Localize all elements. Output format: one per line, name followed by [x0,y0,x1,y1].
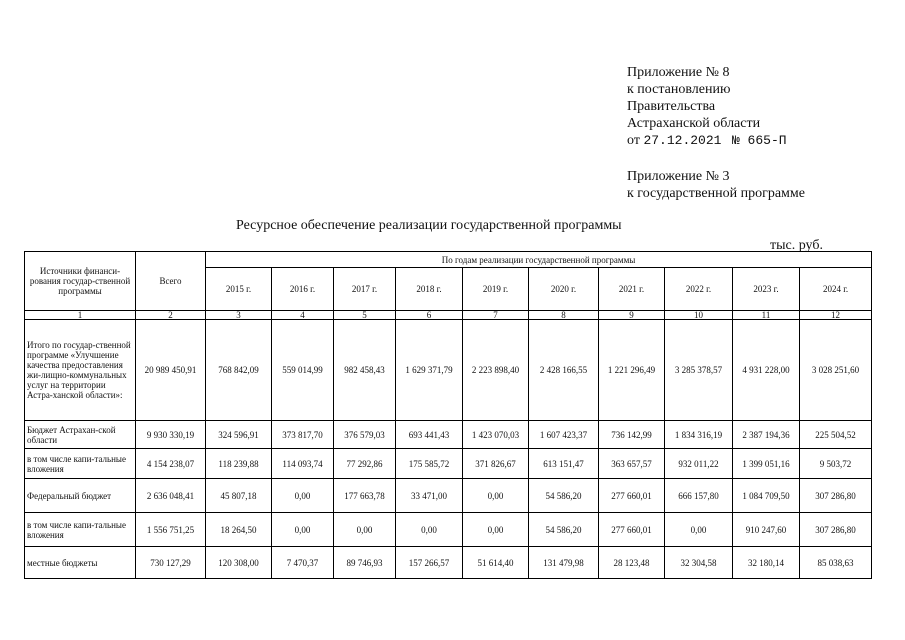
resource-table [24,251,872,579]
row-year-value: 18 264,50 [206,513,272,547]
row-year-value: 1 084 709,50 [733,479,800,513]
row-year-value: 613 151,47 [529,449,599,479]
row-year-value: 120 308,00 [206,547,272,579]
row-year-value: 736 142,99 [599,421,665,449]
row-year-value: 7 470,37 [272,547,334,579]
row-year-value: 371 826,67 [463,449,529,479]
column-number: 6 [396,311,463,320]
row-year-value: 9 503,72 [800,449,872,479]
row-year-value: 4 931 228,00 [733,320,800,421]
row-year-value: 32 304,58 [665,547,733,579]
row-year-value: 32 180,14 [733,547,800,579]
row-year-value: 118 239,88 [206,449,272,479]
row-year-value: 85 038,63 [800,547,872,579]
appendix-8-line-4: Астраханской области [627,116,761,131]
column-number: 9 [599,311,665,320]
row-total: 20 989 450,91 [136,320,206,421]
header-year: 2019 г. [463,268,529,311]
header-year: 2024 г. [800,268,872,311]
table-row [25,421,872,449]
row-year-value: 157 266,57 [396,547,463,579]
row-year-value: 1 834 316,19 [665,421,733,449]
row-year-value: 559 014,99 [272,320,334,421]
row-year-value: 28 123,48 [599,547,665,579]
decree-date: 27.12.2021 [643,133,722,148]
row-label: Федеральный бюджет [25,479,136,513]
row-year-value: 932 011,22 [665,449,733,479]
appendix-8-line-2: к постановлению [627,82,731,97]
header-total: Всего [136,252,206,311]
row-year-value: 307 286,80 [800,479,872,513]
row-year-value: 0,00 [272,513,334,547]
row-year-value: 982 458,43 [334,320,396,421]
appendix-3-line-2: к государственной программе [627,186,805,201]
header-source: Источники финанси-рования государ-ственной программы [25,252,136,311]
column-number: 8 [529,311,599,320]
header-years-group: По годам реализации государственной программы [206,252,872,268]
row-year-value: 2 223 898,40 [463,320,529,421]
column-number: 2 [136,311,206,320]
row-label: местные бюджеты [25,547,136,579]
row-year-value: 54 586,20 [529,479,599,513]
row-total: 4 154 238,07 [136,449,206,479]
column-number: 1 [25,311,136,320]
row-total: 2 636 048,41 [136,479,206,513]
table-row [25,513,872,547]
row-year-value: 277 660,01 [599,513,665,547]
row-year-value: 666 157,80 [665,479,733,513]
header-year: 2023 г. [733,268,800,311]
row-year-value: 175 585,72 [396,449,463,479]
row-year-value: 0,00 [272,479,334,513]
row-year-value: 768 842,09 [206,320,272,421]
row-year-value: 177 663,78 [334,479,396,513]
row-year-value: 114 093,74 [272,449,334,479]
header-year: 2017 г. [334,268,396,311]
row-total: 1 556 751,25 [136,513,206,547]
row-year-value: 33 471,00 [396,479,463,513]
row-label: Итого по государ-ственной программе «Улучшение качества предоставления жи-лищно-коммунальных услуг на территории Астра-ханской области»: [25,320,136,421]
column-numbers-row [25,311,872,320]
row-year-value: 0,00 [463,479,529,513]
column-number: 10 [665,311,733,320]
table-row [25,547,872,579]
row-year-value: 373 817,70 [272,421,334,449]
row-year-value: 693 441,43 [396,421,463,449]
document-title: Ресурсное обеспечение реализации государственной программы [236,218,622,233]
row-year-value: 2 387 194,36 [733,421,800,449]
row-label: в том числе капи-тальные вложения [25,449,136,479]
date-prefix: от [627,133,640,148]
appendix-3-title: Приложение № 3 [627,169,730,184]
row-year-value: 0,00 [334,513,396,547]
appendix-8-line-3: Правительства [627,99,716,114]
header-year: 2022 г. [665,268,733,311]
row-year-value: 0,00 [665,513,733,547]
row-year-value: 1 399 051,16 [733,449,800,479]
row-year-value: 363 657,57 [599,449,665,479]
header-year: 2015 г. [206,268,272,311]
units-label: тыс. руб. [770,238,823,253]
table-row [25,449,872,479]
table-row [25,320,872,421]
row-year-value: 277 660,01 [599,479,665,513]
header-year: 2018 г. [396,268,463,311]
row-year-value: 131 479,98 [529,547,599,579]
header-year: 2021 г. [599,268,665,311]
row-year-value: 54 586,20 [529,513,599,547]
column-number: 7 [463,311,529,320]
row-year-value: 1 607 423,37 [529,421,599,449]
row-year-value: 3 285 378,57 [665,320,733,421]
appendix-8-block [627,64,787,149]
header-year: 2016 г. [272,268,334,311]
row-year-value: 0,00 [396,513,463,547]
row-year-value: 376 579,03 [334,421,396,449]
row-year-value: 3 028 251,60 [800,320,872,421]
row-year-value: 324 596,91 [206,421,272,449]
row-year-value: 89 746,93 [334,547,396,579]
table-row [25,479,872,513]
decree-number: № 665-П [731,133,787,148]
column-number: 11 [733,311,800,320]
appendix-8-date-line [627,132,787,149]
row-year-value: 910 247,60 [733,513,800,547]
appendix-3-block [627,168,805,202]
row-label: в том числе капи-тальные вложения [25,513,136,547]
row-year-value: 77 292,86 [334,449,396,479]
row-year-value: 51 614,40 [463,547,529,579]
row-year-value: 1 629 371,79 [396,320,463,421]
row-year-value: 0,00 [463,513,529,547]
row-year-value: 1 423 070,03 [463,421,529,449]
appendix-8-title: Приложение № 8 [627,65,730,80]
column-number: 12 [800,311,872,320]
table-body [25,320,872,579]
row-year-value: 45 807,18 [206,479,272,513]
row-total: 9 930 330,19 [136,421,206,449]
column-number: 4 [272,311,334,320]
row-total: 730 127,29 [136,547,206,579]
row-label: Бюджет Астрахан-ской области [25,421,136,449]
row-year-value: 1 221 296,49 [599,320,665,421]
row-year-value: 2 428 166,55 [529,320,599,421]
column-number: 5 [334,311,396,320]
column-number: 3 [206,311,272,320]
row-year-value: 225 504,52 [800,421,872,449]
header-year: 2020 г. [529,268,599,311]
row-year-value: 307 286,80 [800,513,872,547]
